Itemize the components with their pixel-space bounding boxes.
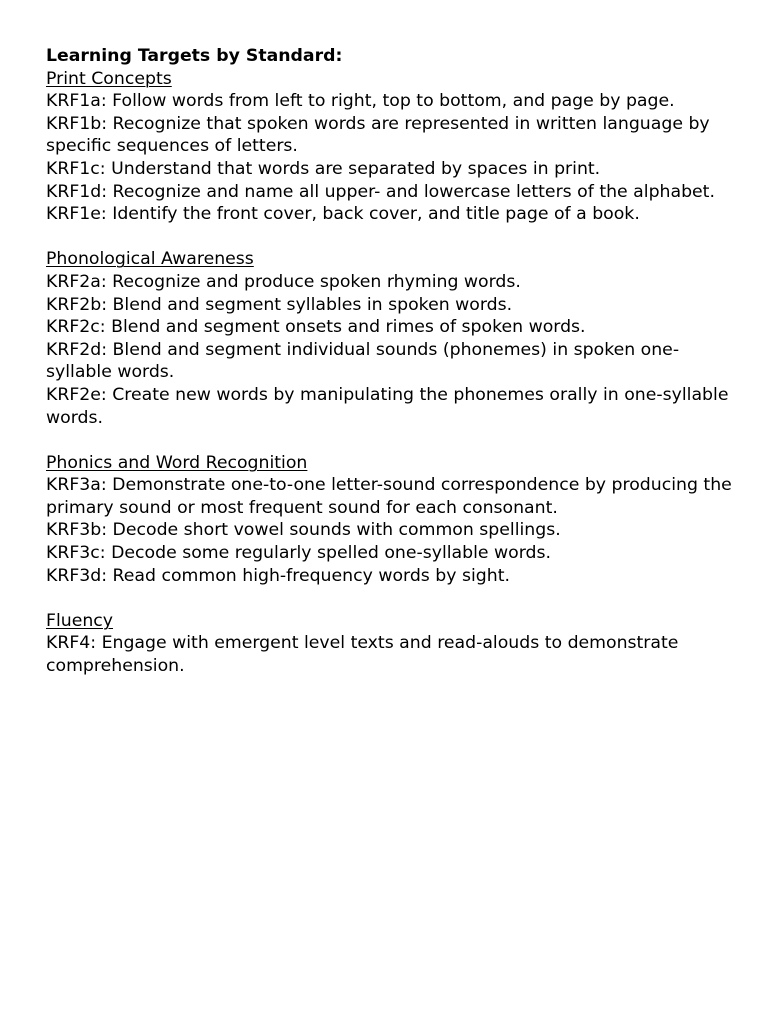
target-krf1c: KRF1c: Understand that words are separated by spaces in print. bbox=[46, 158, 601, 179]
target-krf3b: KRF3b: Decode short vowel sounds with common spellings. bbox=[46, 520, 561, 541]
target-krf2c: KRF2c: Blend and segment onsets and rimes of spoken words. bbox=[46, 317, 586, 338]
target-krf2e: KRF2e: Create new words by manipulating the phonemes orally in one-syllable words. bbox=[46, 384, 729, 428]
section-phonological-awareness bbox=[46, 248, 736, 429]
target-krf2d: KRF2d: Blend and segment individual sounds (phonemes) in spoken one-syllable words. bbox=[46, 339, 680, 383]
section-heading: Print Concepts bbox=[46, 68, 172, 89]
target-krf1d: KRF1d: Recognize and name all upper- and lowercase letters of the alphabet. bbox=[46, 181, 715, 202]
target-krf2a: KRF2a: Recognize and produce spoken rhyming words. bbox=[46, 271, 521, 292]
target-krf3a: KRF3a: Demonstrate one-to-one letter-sound correspondence by producing the primary sound or most frequent sound for each consonant. bbox=[46, 475, 732, 518]
section-heading: Phonological Awareness bbox=[46, 249, 254, 270]
target-krf2b: KRF2b: Blend and segment syllables in spoken words. bbox=[46, 294, 513, 315]
target-krf3d: KRF3d: Read common high-frequency words by sight. bbox=[46, 565, 510, 586]
section-fluency bbox=[46, 610, 736, 678]
section-heading: Phonics and Word Recognition bbox=[46, 452, 308, 473]
document-title: Learning Targets by Standard: bbox=[46, 46, 343, 66]
target-krf1e: KRF1e: Identify the front cover, back cover, and title page of a book. bbox=[46, 204, 640, 225]
section-heading: Fluency bbox=[46, 610, 114, 631]
section-phonics-word-recognition bbox=[46, 452, 736, 588]
target-krf4: KRF4: Engage with emergent level texts and read-alouds to demonstrate comprehension. bbox=[46, 633, 679, 677]
section-print-concepts bbox=[46, 68, 736, 226]
target-krf3c: KRF3c: Decode some regularly spelled one-syllable words. bbox=[46, 543, 552, 564]
document-page bbox=[46, 45, 736, 678]
target-krf1b: KRF1b: Recognize that spoken words are represented in written language by specific sequences of letters. bbox=[46, 113, 710, 157]
target-krf1a: KRF1a: Follow words from left to right, top to bottom, and page by page. bbox=[46, 91, 675, 112]
